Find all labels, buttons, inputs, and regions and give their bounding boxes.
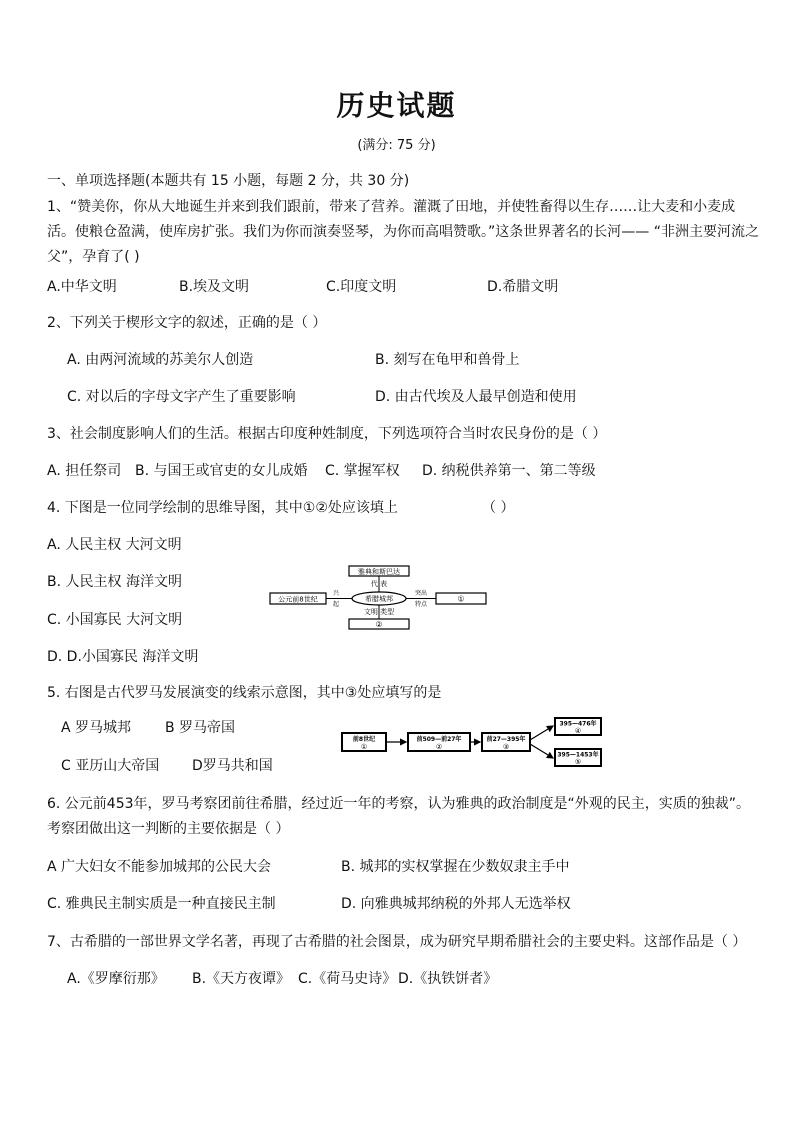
q3-option-d: D. 纳税供养第一、第二等级 [422,463,596,479]
question-6-stem: 6. 公元前453年，罗马考察团前往希腊，经过近一年的考察，认为雅典的政治制度是“外观的民主，实质的独裁”。考察团做出这一判断的主要依据是（ ） [47,796,751,837]
q5-option-c: C 亚历山大帝国 [61,758,160,774]
right-box-text: ① [457,594,465,604]
q4-option-b: B. 人民主权 海洋文明 [47,574,182,590]
q3-option-b: B. 与国王或官吏的女儿成婚 [135,463,308,479]
question-2-stem: 2、下列关于楔形文字的叙述，正确的是（ ） [47,315,327,331]
center-text: 希腊城邦 [365,595,393,603]
top-box-text: 雅典和斯巴达 [358,568,400,576]
bottom-box-text: ② [375,620,383,629]
question-1-stem: 1、“赞美你，你从大地诞生并来到我们跟前，带来了营养。灌溉了田地，并使牲畜得以生存……让大麦和小麦成活。使粮仓盈满，使库房扩张。我们为你而演奏竖琴，为你而高唱赞歌。”这条世界著名的长河—— “非洲主要河流之父”，孕育了( ) [47,199,759,265]
q5-option-b: B 罗马帝国 [165,720,236,736]
q6-option-d: D. 向雅典城邦纳税的外邦人无选举权 [341,896,571,912]
q7-option-d: D.《执铁饼者》 [398,971,498,987]
bottom-label: 文明 类型 [363,608,395,616]
q5-option-a: A 罗马城邦 [61,720,132,736]
q3-option-c: C. 掌握军权 [325,463,400,479]
question-4-stem: 4. 下图是一位同学绘制的思维导图，其中①②处应该填上 [47,500,398,516]
arrow-3 [530,726,553,740]
q1-option-c: C.印度文明 [326,279,397,295]
question-3-stem: 3、社会制度影响人们的生活。根据古印度种姓制度，下列选项符合当时农民身份的是（ ） [47,426,607,442]
left-label-2: 起 [332,601,340,608]
q2-option-d: D. 由古代埃及人最早创造和使用 [375,389,577,405]
q7-option-c: C.《荷马史诗》 [298,971,397,987]
left-box-text: 公元前8世纪 [278,595,318,604]
left-label-1: 兴 [332,590,340,597]
q4-option-a: A. 人民主权 大河文明 [47,537,182,553]
q1-option-d: D.希腊文明 [487,279,559,295]
box1-bottom: ① [360,743,368,751]
right-label-1: 突出 [414,590,428,597]
arrow-4 [530,744,553,758]
box3-top: 前27—395年 [486,736,526,743]
box5-bottom: ⑤ [574,758,582,766]
question-5-stem: 5. 右图是古代罗马发展演变的线索示意图，其中③处应填写的是 [47,685,442,701]
q1-option-b: B.埃及文明 [179,279,250,295]
box2-bottom: ② [435,743,443,751]
section-heading: 一、单项选择题(本题共有 15 小题，每题 2 分，共 30 分) [47,173,410,189]
question-7-stem: 7、古希腊的一部世界文学名著，再现了古希腊的社会图景，成为研究早期希腊社会的主要史料。这部作品是（ ） [47,934,747,950]
q7-option-a: A.《罗摩衍那》 [67,971,165,987]
box2-top: 前509—前27年 [416,736,462,743]
q6-option-a: A 广大妇女不能参加城邦的公民大会 [47,859,272,875]
box5-top: 395—1453年 [557,751,599,759]
q4-option-c: C. 小国寡民 大河文明 [47,612,183,628]
page-title: 历史试题 [336,89,457,122]
q5-option-d: D罗马共和国 [192,758,273,774]
q2-option-a: A. 由两河流域的苏美尔人创造 [67,352,254,368]
q7-option-b: B.《天方夜谭》 [192,971,291,987]
q6-option-c: C. 雅典民主制实质是一种直接民主制 [47,896,276,912]
score-note: (满分: 75 分) [357,138,436,153]
q2-option-c: C. 对以后的字母文字产生了重要影响 [67,389,296,405]
q3-option-a: A. 担任祭司 [47,463,122,479]
question-4-blank: （ ） [482,500,515,516]
rome-timeline-diagram [340,716,605,768]
mind-map-diagram [268,564,490,632]
q1-option-a: A.中华文明 [47,279,117,295]
box4-bottom: ④ [574,727,582,735]
q4-option-d: D. D.小国寡民 海洋文明 [47,649,199,665]
right-label-2: 特点 [414,601,428,608]
q6-option-b: B. 城邦的实权掌握在少数奴隶主手中 [341,859,570,875]
box3-bottom: ③ [502,743,510,751]
box1-top: 前8世纪 [352,736,376,743]
box4-top: 395—476年 [559,720,597,728]
top-label: 代 表 [370,580,388,588]
q2-option-b: B. 刻写在龟甲和兽骨上 [375,352,520,368]
